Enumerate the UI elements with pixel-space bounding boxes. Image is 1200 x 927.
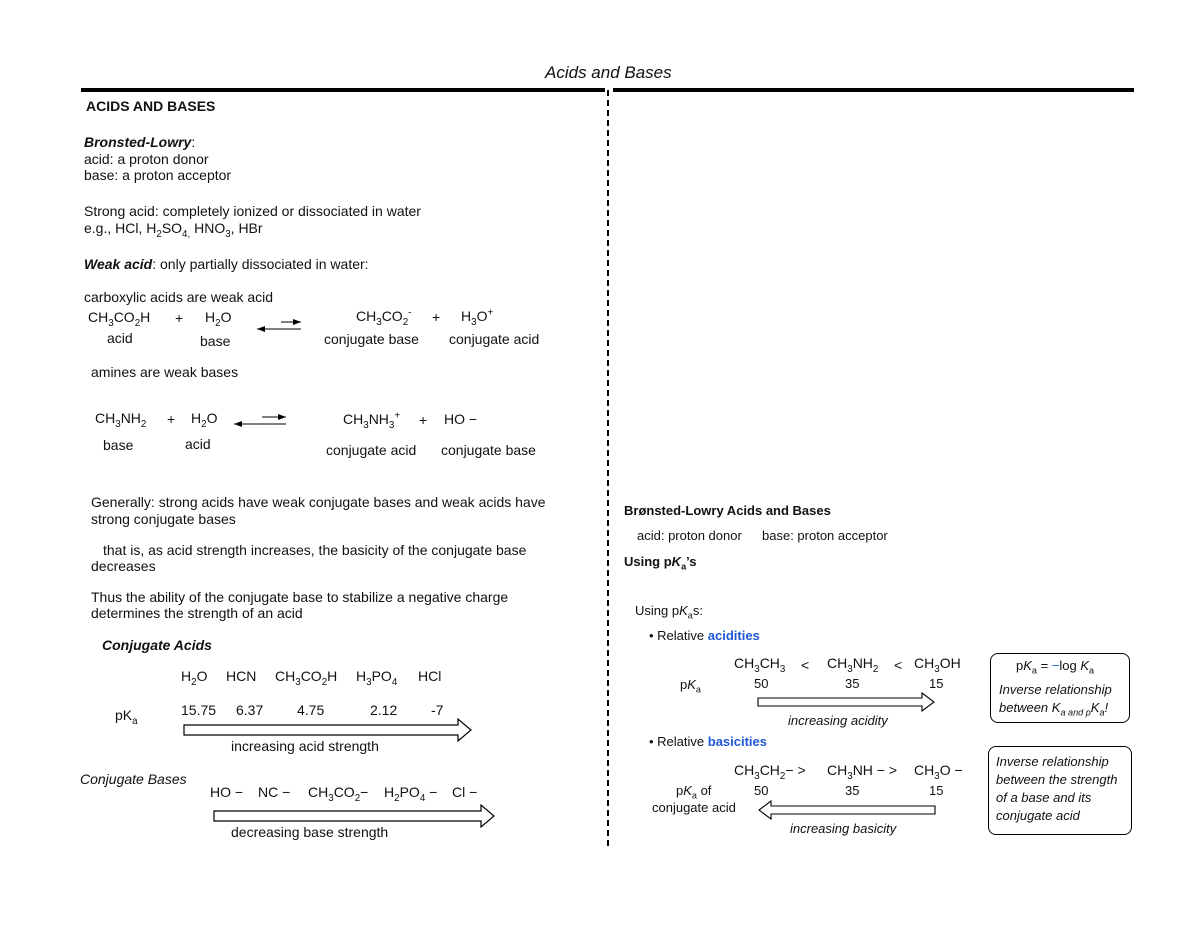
eq2-label-acid: acid: [185, 436, 211, 452]
bronsted-colon: :: [191, 134, 196, 150]
ca-acetic-acid: $CH_3CO_2H$: [275, 668, 338, 688]
cb-acetate: $CH_3CO_2-$: [308, 784, 369, 804]
acid-row-pka-value: 35: [845, 676, 860, 691]
using-pka-heading: Using $pK_a’s$: [624, 554, 697, 572]
pka-formula: $pK_a = -\log$ $K_a$: [1016, 658, 1095, 676]
eq1-label-base: base: [200, 333, 231, 349]
left-heading: ACIDS AND BASES: [86, 98, 216, 114]
base-row-pka-value: 15: [929, 783, 944, 798]
thus-line-1: Thus the ability of the conjugate base to stabilize a negative charge: [91, 589, 509, 605]
cb-dihydrogen-phosphate: $H_2PO_4$ −: [384, 784, 438, 804]
increasing-basicity-arrow: [758, 800, 938, 820]
ca-pka-value: 15.75: [181, 702, 217, 718]
acid-row-lt-1: <: [801, 657, 810, 673]
increasing-acidity-label: increasing acidity: [788, 713, 888, 728]
pka-relationship-box: [990, 653, 1130, 723]
eq1-product-hydronium: $H_3O^+$: [461, 307, 494, 328]
relative-acidities-bullet: • Relative acidities: [649, 628, 760, 643]
acid-row-pka-value: 50: [754, 676, 769, 691]
carboxylic-note: carboxylic acids are weak acid: [84, 289, 274, 305]
right-heading: Brønsted-Lowry Acids and Bases: [624, 503, 831, 518]
eq1-equilibrium-arrow: [255, 318, 303, 332]
right-base-definition: base: proton acceptor: [762, 528, 888, 543]
page-title: Acids and Bases: [545, 63, 672, 82]
ca-hcl: HCl: [418, 668, 442, 684]
bronsted-label: Bronsted-Lowry: [84, 134, 192, 150]
eg-end: , HBr: [230, 220, 263, 236]
acid-row-pka-value: 15: [929, 676, 944, 691]
box2-line-1: Inverse relationship: [996, 754, 1109, 769]
eg-prefix: e.g., HCl, H: [84, 220, 157, 236]
ca-phosphoric-acid: $H_3PO_4$: [356, 668, 398, 688]
acid-definition: acid: a proton donor: [84, 151, 209, 167]
base-row-ethyl-anion: $CH_3CH_2-$ >: [734, 762, 806, 782]
acid-row-methylamine: $CH_3NH_2$: [827, 655, 879, 675]
eq1-reactant-acetic-acid: $CH_3CO_2H$: [88, 309, 151, 329]
conj-acids-heading: Conjugate Acids: [102, 637, 212, 653]
cb-chloride: Cl −: [452, 784, 478, 800]
eq2-product-methylammonium: $CH_3NH_3^+$: [343, 410, 401, 431]
eq1-label-conj-acid: conjugate acid: [449, 331, 540, 347]
header-rule-left: [81, 88, 605, 92]
eq1-plus-2: +: [432, 309, 441, 325]
eg-sub1: 2: [156, 228, 162, 240]
eq2-equilibrium-arrow: [232, 413, 288, 427]
ca-pka-value: 2.12: [370, 702, 398, 718]
column-divider: [607, 90, 609, 846]
eq2-label-conj-acid: conjugate acid: [326, 442, 417, 458]
ca-water: $H_2O$: [181, 668, 208, 688]
relative-basicities-bullet: • Relative basicities: [649, 734, 768, 749]
eq1-label-conj-base: conjugate base: [324, 331, 419, 347]
increasing-basicity-label: increasing basicity: [790, 821, 897, 836]
ca-pka-value: -7: [431, 702, 444, 718]
base-strength-box: [988, 746, 1132, 835]
eq2-reactant-methylamine: $CH_3NH_2$: [95, 410, 147, 430]
base-row-methoxide: $CH_3O$ −: [914, 762, 963, 782]
increasing-acidity-arrow: [757, 692, 937, 712]
acid-row-methanol: $CH_3OH$: [914, 655, 961, 675]
box2-line-2: between the strength: [996, 772, 1118, 787]
base-row-pka-label-1: $pK_a$ of: [676, 783, 712, 801]
cb-cyanide: NC −: [258, 784, 291, 800]
header-rule-right: [613, 88, 1134, 92]
eq2-plus-1: +: [167, 411, 176, 427]
eq1-product-acetate: $CH_3CO_2^-$: [356, 307, 412, 328]
cb-hydroxide: HO −: [210, 784, 244, 800]
eq1-label-acid: acid: [107, 330, 133, 346]
eq2-label-base: base: [103, 437, 134, 453]
eq1-reactant-water: $H_2O$: [205, 309, 232, 329]
acid-row-ethane: $CH_3CH_3$: [734, 655, 786, 675]
ca-pka-value: 4.75: [297, 702, 325, 718]
eq2-product-hydroxide: HO −: [444, 411, 478, 427]
thatis-line-1: that is, as acid strength increases, the basicity of the conjugate base: [103, 542, 527, 558]
box2-line-3: of a base and its: [996, 790, 1092, 805]
using-pka-intro: Using $pK_as$:: [635, 603, 703, 621]
ca-hcn: HCN: [226, 668, 257, 684]
eg-m1: SO: [161, 220, 183, 236]
base-row-amide-anion: $CH_3NH$ − >: [827, 762, 898, 782]
generally-line-1: Generally: strong acids have weak conjugate bases and weak acids have: [91, 494, 546, 510]
base-row-pka-label-2: conjugate acid: [652, 800, 736, 815]
eg-m2: HNO: [190, 220, 226, 236]
amines-note: amines are weak bases: [91, 364, 239, 380]
strong-acid-examples: [84, 220, 263, 240]
eq1-plus-1: +: [175, 310, 184, 326]
thatis-line-2: decreases: [91, 558, 156, 574]
ca-pka-label: $pK_a$: [115, 707, 138, 727]
box1-line-3: between $K_{a and p}K_a$!: [999, 700, 1109, 718]
base-definition: base: a proton acceptor: [84, 167, 232, 183]
weak-acid-rest: : only partially dissociated in water:: [152, 256, 369, 272]
box2-line-4: conjugate acid: [996, 808, 1080, 823]
eq2-label-conj-base: conjugate base: [441, 442, 536, 458]
eq2-reactant-water: $H_2O$: [191, 410, 218, 430]
base-row-pka-value: 35: [845, 783, 860, 798]
weak-acid-definition: [84, 256, 369, 272]
weak-acid-label: Weak acid: [84, 256, 153, 272]
ca-pka-value: 6.37: [236, 702, 264, 718]
eq2-plus-2: +: [419, 412, 428, 428]
generally-line-2: strong conjugate bases: [91, 511, 236, 527]
strong-acid-definition: Strong acid: completely ionized or dissociated in water: [84, 203, 421, 219]
eg-sub3: 3: [225, 228, 231, 240]
acid-row-pka-label: $pK_a$: [680, 677, 701, 695]
bronsted-heading: [84, 134, 195, 150]
acid-row-lt-2: <: [894, 657, 903, 673]
decreasing-base-strength-label: decreasing base strength: [231, 824, 389, 840]
thus-line-2: determines the strength of an acid: [91, 605, 303, 621]
conj-bases-heading: Conjugate Bases: [80, 771, 187, 787]
increasing-acid-strength-label: increasing acid strength: [231, 738, 379, 754]
box1-line-2: Inverse relationship: [999, 682, 1112, 697]
right-acid-definition: acid: proton donor: [637, 528, 742, 543]
eg-sub2: 4,: [182, 228, 191, 240]
base-row-pka-value: 50: [754, 783, 769, 798]
